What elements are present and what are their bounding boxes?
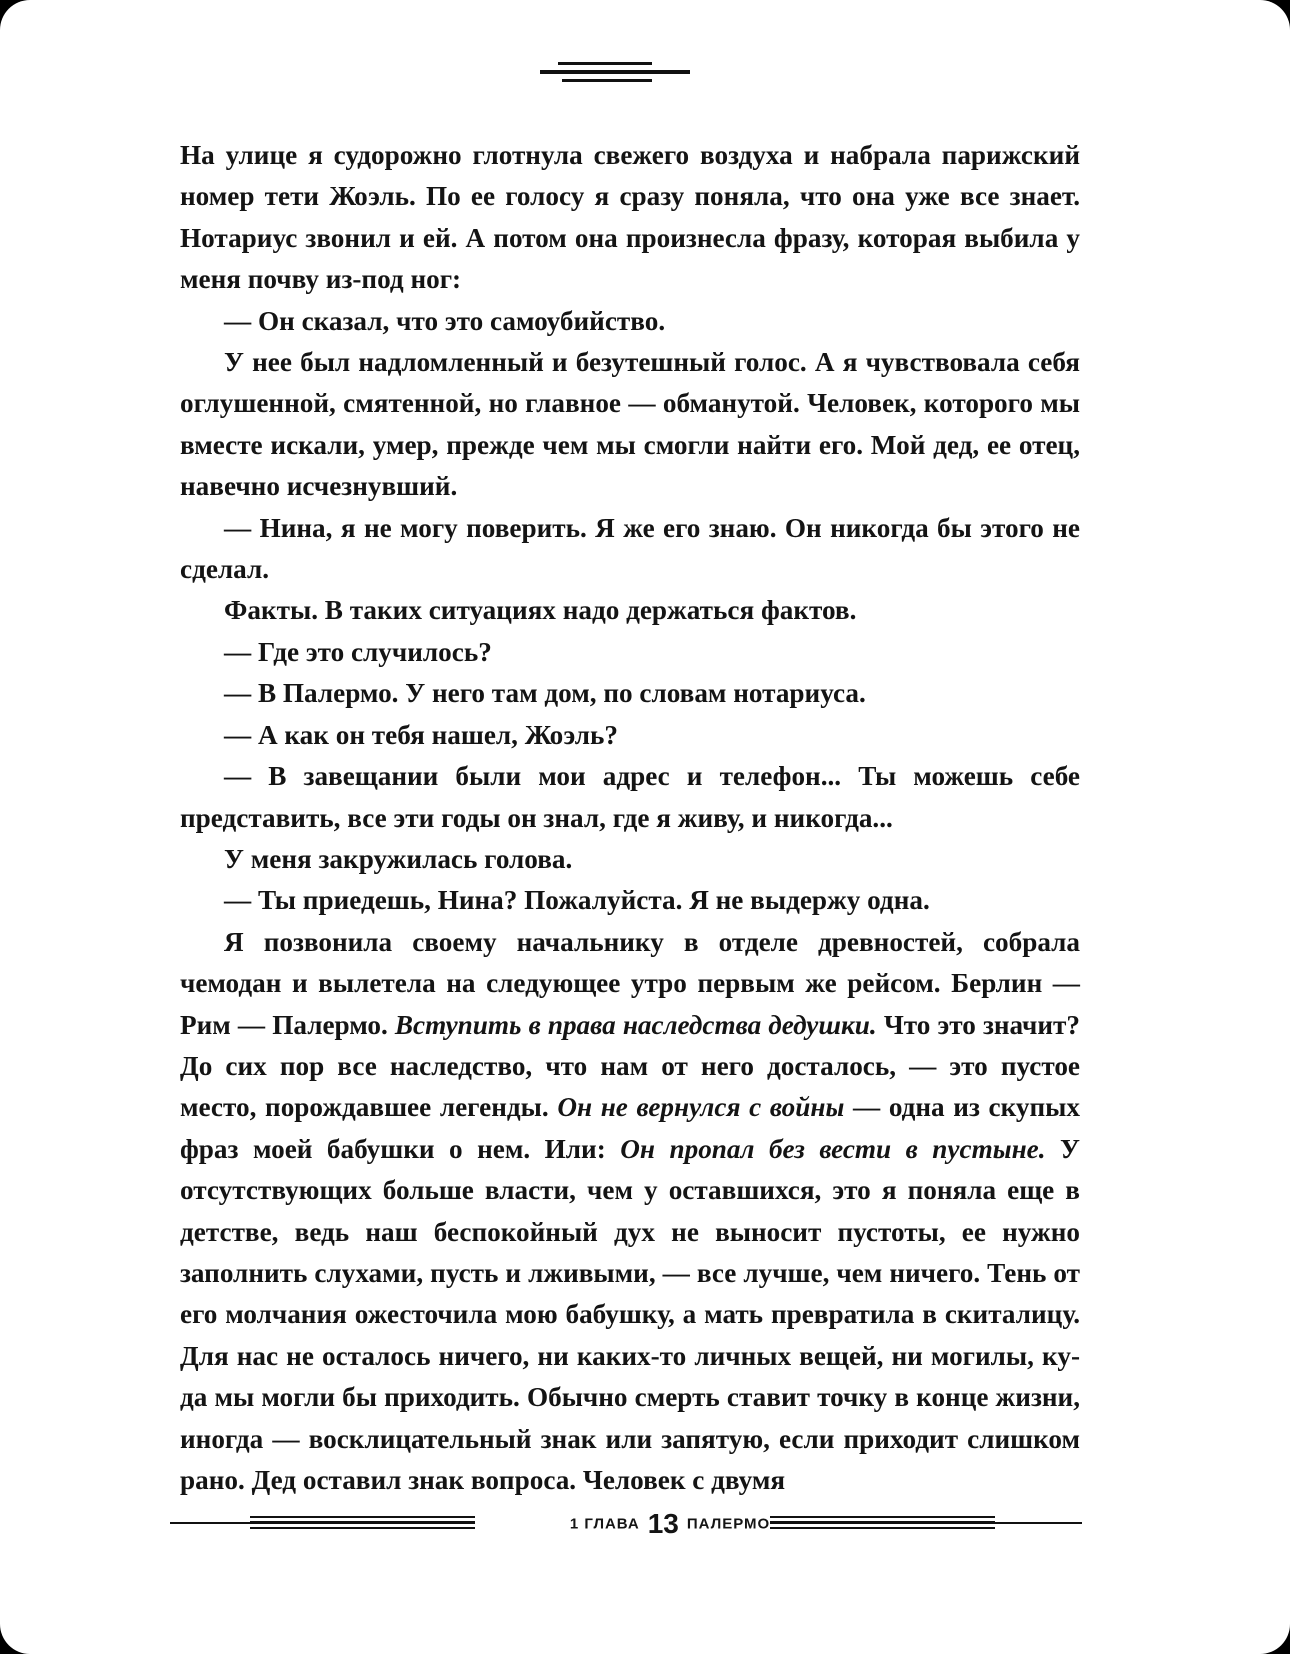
ornament-line <box>558 62 652 65</box>
text-run: Факты. В таких ситуациях надо держаться фактов. <box>224 595 857 626</box>
paragraph <box>180 880 1080 921</box>
chapter-label: 1 ГЛАВА <box>569 1515 640 1533</box>
running-footer <box>170 1508 1082 1538</box>
paragraph <box>180 590 1080 631</box>
text-run: У нее был надломленный и безутешный голос. А я чувствовала себя оглушенной, смятенной, но главное — обманутой. Человек, которого мы вместе искали, умер, прежде чем мы смогли найти его. Мой дед, ее отец, навечно исчезнувший. <box>180 347 1080 502</box>
text-run: — В завещании были мои адрес и телефон... Ты можешь себе представить, все эти годы он знал, где я живу, и никогда... <box>180 761 1080 833</box>
text-run: Я позвонила своему начальнику в отделе древностей, собрала чемодан и вылетела на следующее утро первым же рейсом. Берлин — Рим — Палермо. <box>180 926 1080 1040</box>
top-ornament <box>540 60 690 86</box>
text-run: Что это значит? До сих пор все наследство, что нам от него досталось, — это пустое место, порождавшее легенды. <box>180 1009 1080 1123</box>
paragraph <box>180 673 1080 714</box>
paragraph <box>180 301 1080 342</box>
italic-run: Он пропал без вести в пустыне. <box>620 1133 1046 1164</box>
text-run: — В Палермо. У него там дом, по словам нотариуса. <box>224 678 866 709</box>
section-label: ПАЛЕРМО <box>686 1515 771 1533</box>
paragraph <box>180 508 1080 591</box>
paragraph <box>180 135 1080 301</box>
paragraph <box>180 922 1080 1502</box>
text-run: — Где это случилось? <box>224 636 492 667</box>
paragraph <box>180 632 1080 673</box>
footer-rule-right-line <box>770 1516 995 1518</box>
paragraph <box>180 715 1080 756</box>
italic-run: Вступить в права наследства дедушки. <box>394 1009 877 1040</box>
text-run: На улице я судорожно глотнула свежего воздуха и набрала парижский номер тети Жоэль. По ее голосу я сразу поняла, что она уже все знает. Нотариус звонил и ей. А потом она произнесла фразу, которая выбила у меня почву из-под ног: <box>180 140 1080 295</box>
text-run: — А как он тебя нашел, Жоэль? <box>224 719 618 750</box>
text-run: — Нина, я не могу поверить. Я же его знаю. Он никогда бы этого не сделал. <box>180 512 1080 585</box>
text-run: — одна из скупых фраз моей бабушки о нем. Или: <box>180 1092 1080 1164</box>
ornament-line <box>540 70 690 74</box>
footer-rule-right-line <box>770 1527 995 1529</box>
footer-rule-right-thin <box>995 1522 1082 1524</box>
text-run: — Ты приедешь, Нина? Пожалуйста. Я не выдержу одна. <box>224 885 930 916</box>
body-text <box>180 135 1080 1501</box>
text-run: У отсутствующих больше власти, чем у оставшихся, это я поняла еще в детстве, ведь наш беспокойный дух не выносит пустоты, ее нужно заполнить слухами, пусть и лживыми, — все лучше, чем ничего. Тень от его молчания ожесточила мою бабушку, а мать превратила в скиталицу. Для нас не осталось ничего, ни каких-то личных вещей, ни могилы, куда мы могли бы приходить. Обычно смерть ставит точку в конце жизни, иногда — восклицательный знак или запятую, если приходит слишком рано. Дед оставил знак вопроса. Человек с двумя <box>180 1133 1080 1495</box>
footer-rule-left-thin <box>170 1522 250 1524</box>
footer-rule-left-line <box>250 1527 475 1529</box>
footer-label <box>540 1508 800 1538</box>
footer-rule-left-line <box>250 1521 475 1524</box>
paragraph <box>180 839 1080 880</box>
ornament-line <box>562 79 652 82</box>
footer-rule-right-line <box>770 1521 995 1524</box>
paragraph <box>180 342 1080 508</box>
text-run: — Он сказал, что это самоубийство. <box>224 305 666 336</box>
italic-run: Он не вернулся с войны <box>557 1092 845 1123</box>
page-number: 13 <box>647 1508 679 1539</box>
footer-rule-left-line <box>250 1516 475 1518</box>
text-run: У меня закружилась голова. <box>224 843 573 874</box>
paragraph <box>180 756 1080 839</box>
